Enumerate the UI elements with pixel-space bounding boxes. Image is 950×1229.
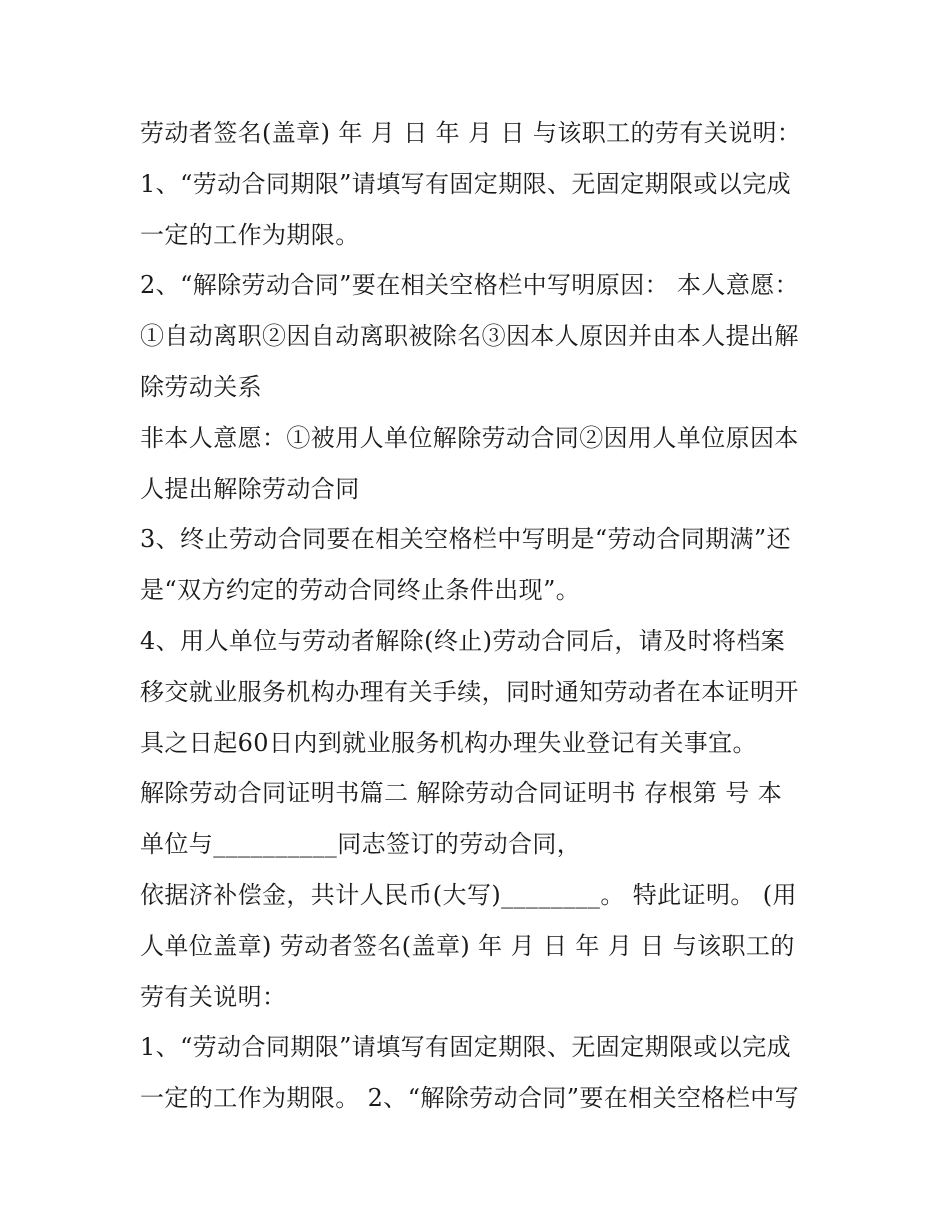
text-line: 劳动者签名(盖章) 年 月 日 年 月 日 与该职工的劳有关说明： [140, 119, 802, 147]
text-line: 具之日起60日内到就业服务机构办理失业登记有关事宜。 [140, 728, 757, 757]
text-line: 非本人意愿：①被用人单位解除劳动合同②因用人单位原因本 [140, 423, 799, 452]
text-line: 解除劳动合同证明书篇二 解除劳动合同证明书 存根第 号 本 [140, 779, 783, 808]
text-line: 3、终止劳动合同要在相关空格栏中写明是“劳动合同期满”还 [140, 525, 792, 554]
text-line: 4、用人单位与劳动者解除(终止)劳动合同后，请及时将档案 [140, 626, 786, 655]
text-line: 除劳动关系 [140, 372, 262, 401]
text-line: 移交就业服务机构办理有关手续，同时通知劳动者在本证明开 [140, 677, 799, 706]
text-line: 一定的工作为期限。 [140, 220, 360, 249]
text-line: ①自动离职②因自动离职被除名③因本人原因并由本人提出解 [140, 322, 799, 351]
text-line: 人提出解除劳动合同 [140, 474, 360, 503]
document-body [140, 108, 830, 1124]
text-line: 人单位盖章) 劳动者签名(盖章) 年 月 日 年 月 日 与该职工的 [140, 931, 795, 960]
text-line: 2、“解除劳动合同”要在相关空格栏中写明原因： 本人意愿： [140, 271, 800, 300]
text-line: 单位与__________同志签订的劳动合同， [140, 830, 582, 859]
text-line: 是“双方约定的劳动合同终止条件出现”。 [140, 576, 581, 605]
text-line: 劳有关说明： [140, 982, 287, 1011]
text-line: 1、“劳动合同期限”请填写有固定期限、无固定期限或以完成 [140, 169, 792, 198]
text-line: 一定的工作为期限。 2、“解除劳动合同”要在相关空格栏中写 [140, 1084, 800, 1113]
text-line: 1、“劳动合同期限”请填写有固定期限、无固定期限或以完成 [140, 1033, 792, 1062]
text-line: 依据济补偿金，共计人民币(大写)________。 特此证明。 (用 [140, 880, 797, 909]
